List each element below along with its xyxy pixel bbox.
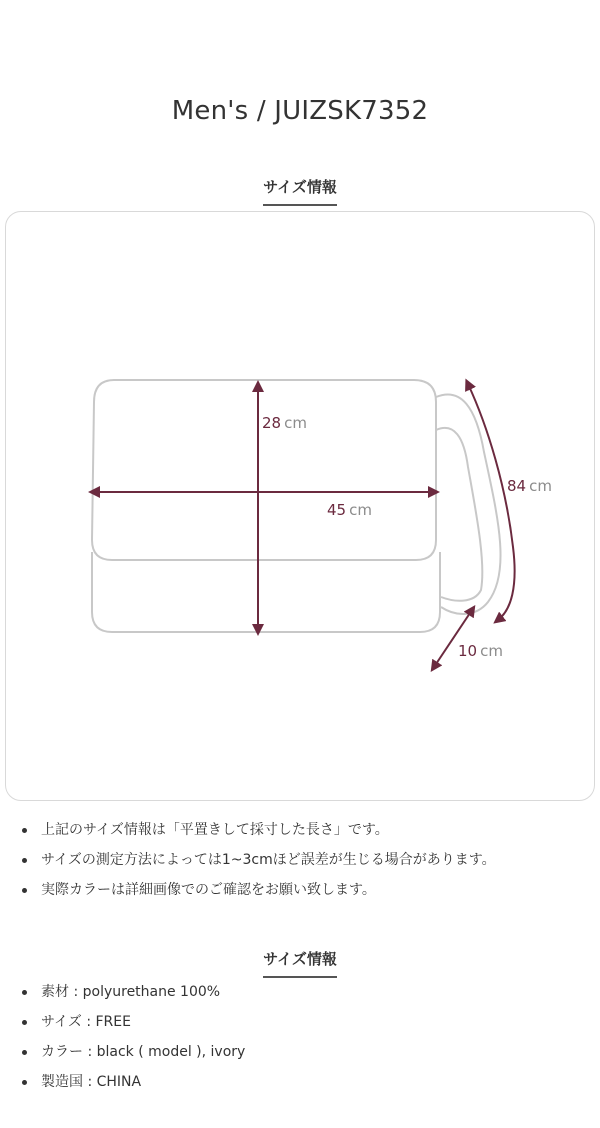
size-info-heading-text: サイズ情報 xyxy=(263,176,337,206)
page-title: Men's / JUIZSK7352 xyxy=(171,96,429,126)
strap-label: 84 cm xyxy=(507,477,552,495)
list-item: 実際カラーは詳細画像でのご確認をお願い致します。 xyxy=(22,875,592,905)
size-notes-list xyxy=(22,815,592,905)
size-diagram xyxy=(5,211,595,801)
depth-label: 10 cm xyxy=(458,642,503,660)
spec-list xyxy=(22,977,592,1097)
height-label: 28 cm xyxy=(262,414,307,432)
bag-illustration xyxy=(6,212,596,802)
list-item: カラー : black ( model ), ivory xyxy=(22,1037,592,1067)
width-label: 45 cm xyxy=(327,501,372,519)
size-info-heading xyxy=(0,176,600,206)
list-item: サイズの測定方法によっては1~3cmほど誤差が生じる場合があります。 xyxy=(22,845,592,875)
list-item: 素材 : polyurethane 100% xyxy=(22,977,592,1007)
list-item: サイズ : FREE xyxy=(22,1007,592,1037)
list-item: 製造国 : CHINA xyxy=(22,1067,592,1097)
spec-heading-text: サイズ情報 xyxy=(263,948,337,978)
spec-heading xyxy=(0,948,600,978)
list-item: 上記のサイズ情報は「平置きして採寸した長さ」です。 xyxy=(22,815,592,845)
